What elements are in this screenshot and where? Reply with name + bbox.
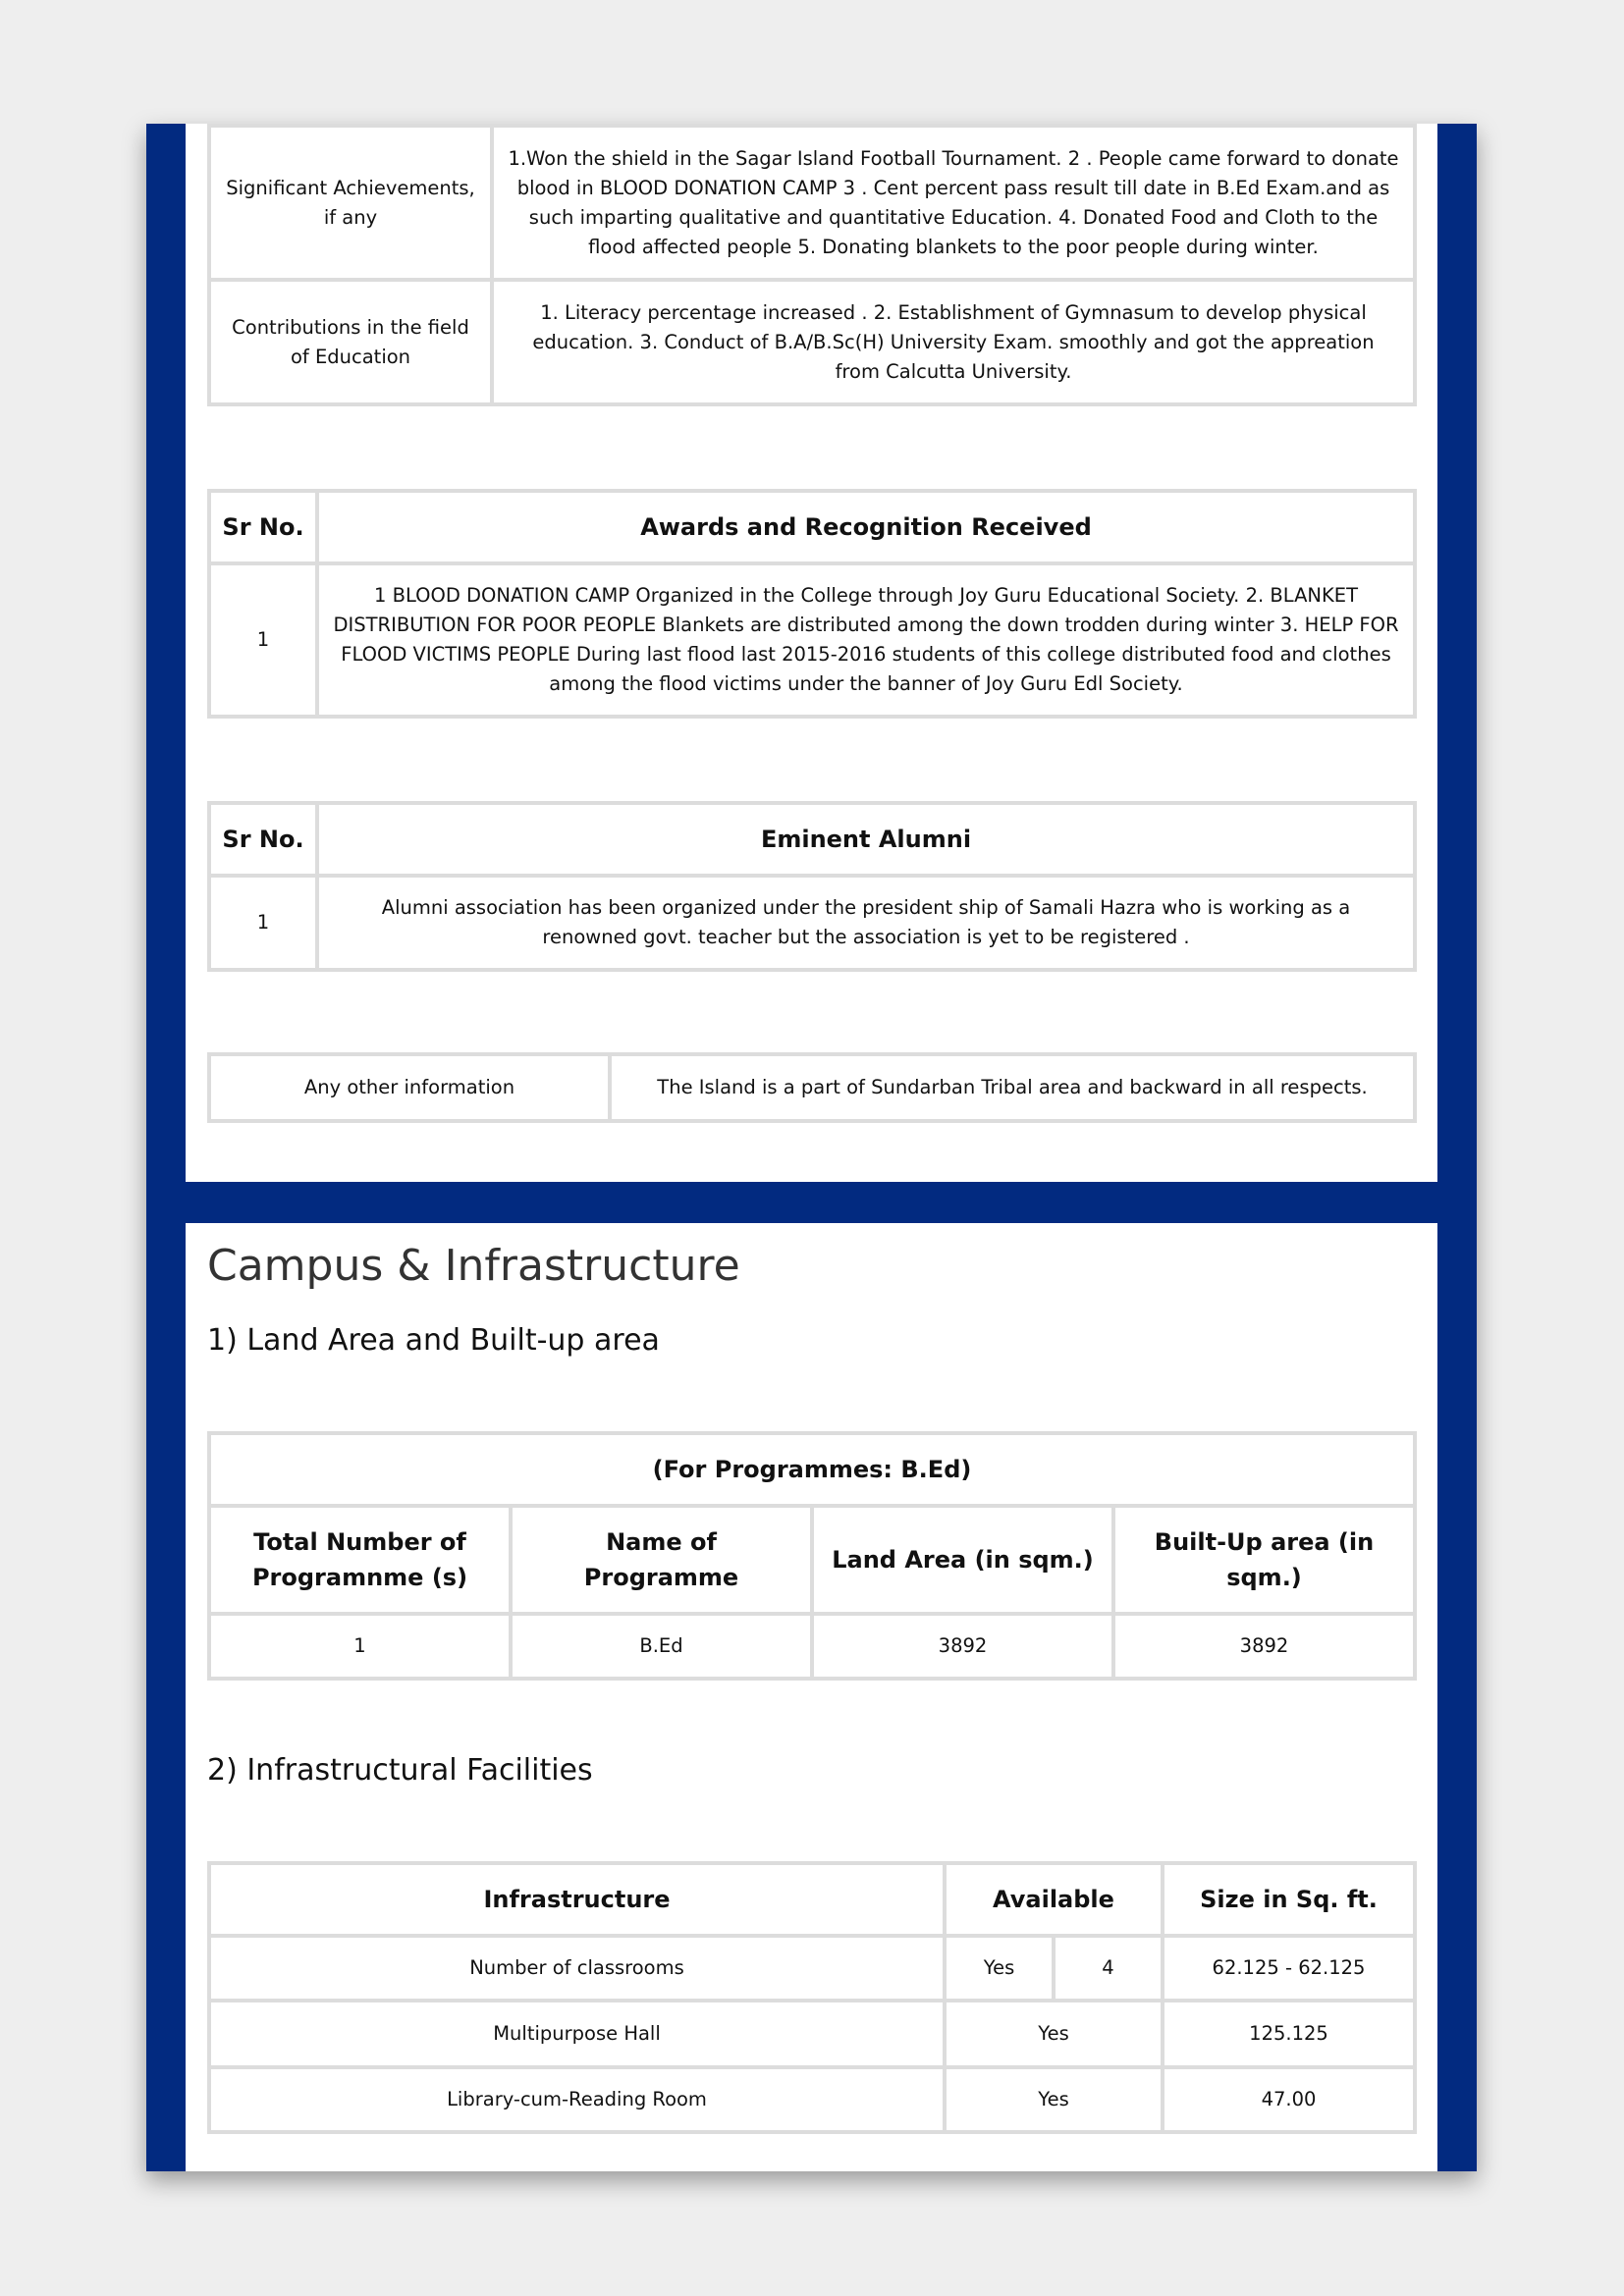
table-header-row — [209, 1863, 1415, 1936]
programme-name-cell: B.Ed — [511, 1614, 812, 1679]
infrastructure-name: Multipurpose Hall — [209, 2001, 945, 2067]
table-header-row — [209, 491, 1415, 563]
built-up-area-cell: 3892 — [1113, 1614, 1415, 1679]
land-area-header: Land Area (in sqm.) — [812, 1506, 1113, 1614]
row-value: 1.Won the shield in the Sagar Island Football Tournament. 2 . People came forward to donate blood in BLOOD DONATION CAMP 3 . Cent percent pass result till date in B.Ed Exam.and as such imparting qualitative and quantitative Education. 4. Donated Food and Cloth to the flood affected people 5. Donating blankets to the poor people during winter. — [492, 126, 1415, 280]
table-row — [209, 563, 1415, 717]
other-info-value: The Island is a part of Sundarban Tribal area and backward in all respects. — [610, 1054, 1415, 1121]
row-label: Contributions in the field of Education — [209, 280, 492, 404]
built-up-area-header: Built-Up area (in sqm.) — [1113, 1506, 1415, 1614]
awards-text: 1 BLOOD DONATION CAMP Organized in the College through Joy Guru Educational Society. 2. BLANKET DISTRIBUTION FOR POOR PEOPLE Blankets are distributed among the down trodden during winter 3. HELP FOR FLOOD VICTIMS PEOPLE During last flood last 2015-2016 students of this college distributed food and clothes among the flood victims under the banner of Joy Guru Edl Society. — [317, 563, 1415, 717]
total-programmes-cell: 1 — [209, 1614, 511, 1679]
table-caption-row — [209, 1433, 1415, 1506]
table-row — [209, 2001, 1415, 2067]
sr-no-cell: 1 — [209, 876, 317, 970]
sr-no-header: Sr No. — [209, 491, 317, 563]
infrastructure-table — [207, 1861, 1417, 2134]
table-header-row — [209, 1506, 1415, 1614]
awards-header: Awards and Recognition Received — [317, 491, 1415, 563]
available-value: Yes — [945, 2001, 1163, 2067]
row-label: Significant Achievements, if any — [209, 126, 492, 280]
classroom-count: 4 — [1054, 1936, 1163, 2001]
row-value: 1. Literacy percentage increased . 2. Establishment of Gymnasum to develop physical education. 3. Conduct of B.A/B.Sc(H) University Exam. smoothly and got the appreation from Calcutta University. — [492, 280, 1415, 404]
other-info-label: Any other information — [209, 1054, 610, 1121]
land-area-title: 1) Land Area and Built-up area — [207, 1323, 660, 1358]
table-row — [209, 280, 1415, 404]
table-row — [209, 126, 1415, 280]
size-value: 125.125 — [1163, 2001, 1415, 2067]
infrastructure-name: Number of classrooms — [209, 1936, 945, 2001]
table-row — [209, 2067, 1415, 2132]
size-value: 47.00 — [1163, 2067, 1415, 2132]
infrastructure-header: Infrastructure — [209, 1863, 945, 1936]
awards-table — [207, 489, 1417, 719]
land-area-table — [207, 1431, 1417, 1681]
alumni-header: Eminent Alumni — [317, 803, 1415, 876]
campus-title: Campus & Infrastructure — [207, 1241, 740, 1291]
infrastructure-name: Library-cum-Reading Room — [209, 2067, 945, 2132]
programme-name-header: Name of Programme — [511, 1506, 812, 1614]
total-programmes-header: Total Number of Programnme (s) — [209, 1506, 511, 1614]
size-header: Size in Sq. ft. — [1163, 1863, 1415, 1936]
land-area-cell: 3892 — [812, 1614, 1113, 1679]
achievements-table — [207, 124, 1417, 406]
document-page — [146, 124, 1477, 2171]
sr-no-cell: 1 — [209, 563, 317, 717]
programmes-caption: (For Programmes: B.Ed) — [209, 1433, 1415, 1506]
profile-panel — [186, 124, 1437, 1182]
size-value: 62.125 - 62.125 — [1163, 1936, 1415, 2001]
table-row — [209, 1614, 1415, 1679]
table-row — [209, 1054, 1415, 1121]
table-row — [209, 1936, 1415, 2001]
alumni-text: Alumni association has been organized under the president ship of Samali Hazra who is working as a renowned govt. teacher but the association is yet to be registered . — [317, 876, 1415, 970]
infrastructure-title: 2) Infrastructural Facilities — [207, 1753, 593, 1788]
campus-panel — [186, 1223, 1437, 2171]
table-row — [209, 876, 1415, 970]
available-value: Yes — [945, 2067, 1163, 2132]
available-value: Yes — [945, 1936, 1054, 2001]
other-info-table — [207, 1052, 1417, 1123]
table-header-row — [209, 803, 1415, 876]
sr-no-header: Sr No. — [209, 803, 317, 876]
available-header: Available — [945, 1863, 1163, 1936]
alumni-table — [207, 801, 1417, 972]
